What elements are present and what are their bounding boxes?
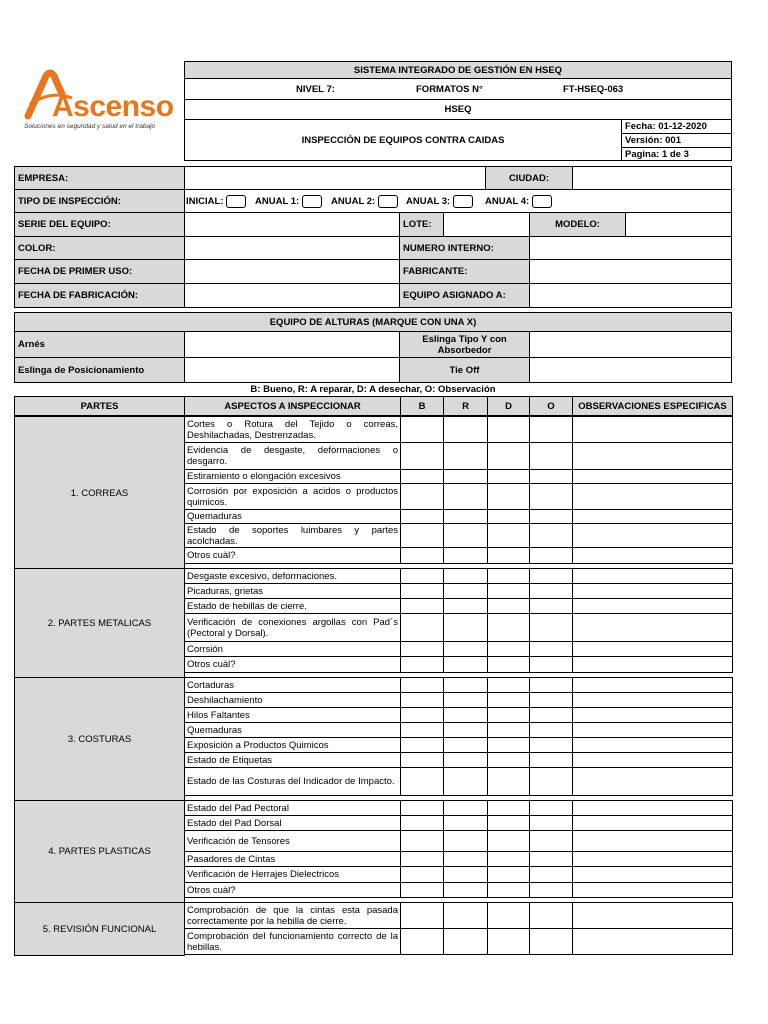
aspect-cell: Estado del Pad Dorsal [184,815,401,831]
tipo-label: TIPO DE INSPECCIÓN: [14,189,185,213]
mark-o-cell[interactable] [529,882,573,898]
mark-d-cell[interactable] [487,928,530,955]
fecha-uso-label: FECHA DE PRIMER USO: [14,259,185,284]
mark-d-cell[interactable] [487,752,530,768]
observation-cell[interactable] [572,656,733,673]
nivel-label: NIVEL 7: [296,84,335,95]
lote-field[interactable] [443,212,530,237]
serie-field[interactable] [184,212,400,237]
aspect-cell: Evidencia de desgaste, deformaciones o desgarro. [184,442,401,470]
mark-b-cell[interactable] [400,851,444,867]
aspect-cell: Quemaduras [184,722,401,738]
mark-d-cell[interactable] [487,598,530,614]
form-title: INSPECCIÓN DE EQUIPOS CONTRA CAIDAS [184,119,622,161]
aspect-cell: Estado de soportes luimbares y partes acolchadas. [184,523,401,548]
modelo-label: MODELO: [529,212,626,237]
aspect-cell: Comprobación de que la cintas esta pasada correctamente por la hebilla de cierre. [184,902,401,929]
mark-b-cell[interactable] [400,523,444,548]
mark-r-cell[interactable] [443,613,488,642]
aspect-cell: Desgaste excesivo, deformaciones. [184,568,401,584]
mark-o-cell[interactable] [529,692,573,708]
mark-d-cell[interactable] [487,523,530,548]
aspect-cell: Corrosión por exposición a acidos o productos quimicos. [184,483,401,510]
mark-o-cell[interactable] [529,442,573,470]
mark-o-cell[interactable] [529,767,573,796]
mark-b-cell[interactable] [400,800,444,816]
eslinga-y-label: Eslinga Tipo Y con Absorbedor [399,331,530,358]
alturas-title: EQUIPO DE ALTURAS (MARQUE CON UNA X) [14,312,732,332]
mark-d-cell[interactable] [487,815,530,831]
mark-o-cell[interactable] [529,752,573,768]
mark-b-cell[interactable] [400,737,444,753]
mark-b-cell[interactable] [400,692,444,708]
mark-b-cell[interactable] [400,598,444,614]
observation-cell[interactable] [572,928,733,955]
company-logo [22,68,182,138]
mark-o-cell[interactable] [529,613,573,642]
observation-cell[interactable] [572,722,733,738]
observation-cell[interactable] [572,483,733,510]
mark-d-cell[interactable] [487,830,530,852]
observaciones-header: OBSERVACIONES ESPECIFICAS [572,396,733,416]
mark-o-cell[interactable] [529,656,573,673]
system-title: SISTEMA INTEGRADO DE GESTIÓN EN HSEQ [184,61,732,79]
mark-r-cell[interactable] [443,568,488,584]
mark-o-cell[interactable] [529,523,573,548]
mark-b-cell[interactable] [400,641,444,657]
mark-d-cell[interactable] [487,547,530,564]
group-label: 3. COSTURAS [14,677,185,802]
group-label: 2. PARTES METALICAS [14,568,185,678]
mark-o-cell[interactable] [529,800,573,816]
group-label: 1. CORREAS [14,416,185,570]
modelo-field[interactable] [625,212,732,237]
observation-cell[interactable] [572,547,733,564]
mark-d-cell[interactable] [487,483,530,510]
fecha-fab-label: FECHA DE FABRICACIÓN: [14,283,185,308]
mark-d-cell[interactable] [487,416,530,443]
aspect-cell: Cortaduras [184,677,401,693]
mark-o-cell[interactable] [529,902,573,929]
mark-b-cell[interactable] [400,767,444,796]
mark-d-cell[interactable] [487,767,530,796]
anual4-checkbox[interactable] [532,195,552,208]
group-label: 5. REVISIÓN FUNCIONAL [14,902,185,956]
aspect-cell: Cortes o Rotura del Tejido o correas, Deshilachadas, Destrenzadas. [184,416,401,443]
mark-b-cell[interactable] [400,928,444,955]
anual3-checkbox[interactable] [453,195,473,208]
aspect-cell: Estiramiento o elongación excesivos [184,469,401,484]
mark-d-cell[interactable] [487,800,530,816]
arnes-field[interactable] [184,331,400,358]
color-label: COLOR: [14,236,185,260]
empresa-field[interactable] [184,166,486,190]
observation-cell[interactable] [572,866,733,883]
tie-off-label: Tie Off [399,357,530,383]
mark-d-cell[interactable] [487,509,530,524]
mark-b-cell[interactable] [400,583,444,599]
mark-r-cell[interactable] [443,882,488,898]
mark-o-cell[interactable] [529,641,573,657]
mark-r-cell[interactable] [443,509,488,524]
mark-r-cell[interactable] [443,483,488,510]
anual3-option[interactable] [406,195,473,208]
observation-cell[interactable] [572,902,733,929]
empresa-label: EMPRESA: [14,166,185,190]
mark-o-cell[interactable] [529,815,573,831]
aspect-cell: Estado de Etiquetas [184,752,401,768]
aspect-cell: Hilos Faltantes [184,707,401,723]
mark-o-cell[interactable] [529,851,573,867]
mark-r-cell[interactable] [443,800,488,816]
mark-b-cell[interactable] [400,469,444,484]
mark-d-cell[interactable] [487,677,530,693]
mark-d-cell[interactable] [487,692,530,708]
mark-o-cell[interactable] [529,866,573,883]
mark-b-cell[interactable] [400,547,444,564]
logo-tagline: Soluciones en seguridad y salud en el trabajo [24,123,156,130]
observation-cell[interactable] [572,737,733,753]
mark-o-cell[interactable] [529,469,573,484]
inicial-label: INICIAL: [186,196,224,208]
numero-interno-field[interactable] [529,236,732,260]
equipo-asignado-field[interactable] [529,283,732,308]
mark-r-cell[interactable] [443,866,488,883]
group-label: 4. PARTES PLASTICAS [14,800,185,903]
aspect-cell: Estado de las Costuras del Indicador de Impacto. [184,767,401,796]
anual1-checkbox[interactable] [302,195,322,208]
mark-r-cell[interactable] [443,523,488,548]
observation-cell[interactable] [572,830,733,852]
mark-r-cell[interactable] [443,851,488,867]
mark-b-cell[interactable] [400,483,444,510]
mark-b-cell[interactable] [400,707,444,723]
mark-d-cell[interactable] [487,641,530,657]
observation-cell[interactable] [572,752,733,768]
mark-b-cell[interactable] [400,568,444,584]
anual2-checkbox[interactable] [378,195,398,208]
mark-r-cell[interactable] [443,707,488,723]
mark-o-cell[interactable] [529,483,573,510]
mark-r-cell[interactable] [443,692,488,708]
mark-r-cell[interactable] [443,641,488,657]
d-header: D [487,396,530,416]
partes-header: PARTES [14,396,185,416]
aspectos-header: ASPECTOS A INSPECCIONAR [184,396,401,416]
mark-d-cell[interactable] [487,882,530,898]
equipo-asignado-label: EQUIPO ASIGNADO A: [399,283,530,308]
mark-b-cell[interactable] [400,882,444,898]
mark-o-cell[interactable] [529,509,573,524]
mark-b-cell[interactable] [400,752,444,768]
observation-cell[interactable] [572,598,733,614]
version-label: Versión: 001 [621,133,732,148]
formatos-label: FORMATOS N° [416,84,483,95]
mark-b-cell[interactable] [400,830,444,852]
eslinga-pos-label: Eslinga de Posicionamiento [14,357,185,383]
observation-cell[interactable] [572,509,733,524]
mark-o-cell[interactable] [529,568,573,584]
aspect-cell: Estado del Pad Pectoral [184,800,401,816]
mark-d-cell[interactable] [487,583,530,599]
observation-cell[interactable] [572,815,733,831]
mark-b-cell[interactable] [400,677,444,693]
mark-b-cell[interactable] [400,722,444,738]
mark-o-cell[interactable] [529,928,573,955]
mark-r-cell[interactable] [443,722,488,738]
mark-r-cell[interactable] [443,469,488,484]
mark-r-cell[interactable] [443,598,488,614]
aspect-cell: Comprobación del funcionamiento correcto de la hebillas. [184,928,401,955]
mark-o-cell[interactable] [529,677,573,693]
mark-b-cell[interactable] [400,815,444,831]
observation-cell[interactable] [572,767,733,796]
observation-cell[interactable] [572,469,733,484]
aspect-cell: Picaduras, grietas [184,583,401,599]
mark-d-cell[interactable] [487,737,530,753]
observation-cell[interactable] [572,641,733,657]
numero-interno-label: NUMERO INTERNO: [399,236,530,260]
eslinga-pos-field[interactable] [184,357,400,383]
mark-r-cell[interactable] [443,767,488,796]
mark-r-cell[interactable] [443,656,488,673]
r-header: R [443,396,488,416]
aspect-cell: Estado de hebillas de cierre. [184,598,401,614]
mark-r-cell[interactable] [443,902,488,929]
legend-text: B: Bueno, R: A reparar, D: A desechar, O: Observación [250,384,496,395]
anual4-option[interactable] [485,195,552,208]
mark-o-cell[interactable] [529,598,573,614]
fecha-fab-field[interactable] [184,283,400,308]
observation-cell[interactable] [572,707,733,723]
mark-b-cell[interactable] [400,442,444,470]
mark-d-cell[interactable] [487,707,530,723]
lote-label: LOTE: [399,212,444,237]
mark-b-cell[interactable] [400,866,444,883]
observation-cell[interactable] [572,882,733,898]
mark-r-cell[interactable] [443,815,488,831]
inicial-checkbox[interactable] [226,195,246,208]
mark-r-cell[interactable] [443,737,488,753]
eslinga-y-field[interactable] [529,331,732,358]
mark-r-cell[interactable] [443,928,488,955]
aspect-cell: Exposición a Productos Quimicos [184,737,401,753]
mark-b-cell[interactable] [400,613,444,642]
aspect-cell: Otros cuàl? [184,882,401,898]
anual2-option[interactable] [331,195,398,208]
pagina-label: Pagina: 1 de 3 [621,147,732,161]
ciudad-label: CIUDAD: [485,166,573,190]
mark-b-cell[interactable] [400,656,444,673]
observation-cell[interactable] [572,523,733,548]
mark-o-cell[interactable] [529,547,573,564]
mark-d-cell[interactable] [487,469,530,484]
mark-r-cell[interactable] [443,547,488,564]
arnes-label: Arnés [14,331,185,358]
mark-b-cell[interactable] [400,416,444,443]
mark-r-cell[interactable] [443,416,488,443]
mark-o-cell[interactable] [529,737,573,753]
format-code: FT-HSEQ-063 [563,84,624,95]
aspect-cell: Quemaduras [184,509,401,524]
color-field[interactable] [184,236,400,260]
mark-b-cell[interactable] [400,509,444,524]
aspect-cell: Corrsión [184,641,401,657]
inicial-option[interactable] [186,195,246,208]
fabricante-field[interactable] [529,259,732,284]
mark-o-cell[interactable] [529,722,573,738]
mark-o-cell[interactable] [529,830,573,852]
aspect-cell: Verificación de conexiones argollas con Pad´s (Pectoral y Dorsal). [184,613,401,642]
anual1-option[interactable] [255,195,322,208]
mark-d-cell[interactable] [487,851,530,867]
observation-cell[interactable] [572,568,733,584]
o-header: O [529,396,573,416]
observation-cell[interactable] [572,442,733,470]
mark-d-cell[interactable] [487,613,530,642]
aspect-cell: Verificación de Tensores [184,830,401,852]
mark-d-cell[interactable] [487,866,530,883]
anual4-label: ANUAL 4: [485,196,530,208]
mark-d-cell[interactable] [487,442,530,470]
mark-r-cell[interactable] [443,752,488,768]
aspect-cell: Pasadores de Cintas [184,851,401,867]
observation-cell[interactable] [572,613,733,642]
fecha-label: Fecha: 01-12-2020 [621,119,732,134]
observation-cell[interactable] [572,583,733,599]
mark-d-cell[interactable] [487,902,530,929]
aspect-cell: Verificación de Herrajes Dielectricos [184,866,401,883]
aspect-cell: Otros cuàl? [184,547,401,564]
fabricante-label: FABRICANTE: [399,259,530,284]
mark-o-cell[interactable] [529,583,573,599]
mark-o-cell[interactable] [529,416,573,443]
mark-r-cell[interactable] [443,583,488,599]
aspect-cell: Otros cuàl? [184,656,401,673]
tie-off-field[interactable] [529,357,732,383]
observation-cell[interactable] [572,851,733,867]
anual1-label: ANUAL 1: [255,196,300,208]
mark-d-cell[interactable] [487,656,530,673]
mark-d-cell[interactable] [487,722,530,738]
observation-cell[interactable] [572,800,733,816]
observation-cell[interactable] [572,416,733,443]
mark-b-cell[interactable] [400,902,444,929]
ciudad-field[interactable] [572,166,732,190]
aspect-cell: Deshilachamiento [184,692,401,708]
logo-text: Ascenso [52,90,174,123]
mark-d-cell[interactable] [487,568,530,584]
anual2-label: ANUAL 2: [331,196,376,208]
fecha-uso-field[interactable] [184,259,400,284]
observation-cell[interactable] [572,692,733,708]
area-label: HSEQ [184,99,732,120]
serie-label: SERIE DEL EQUIPO: [14,212,185,237]
mark-o-cell[interactable] [529,707,573,723]
mark-r-cell[interactable] [443,442,488,470]
mark-r-cell[interactable] [443,830,488,852]
anual3-label: ANUAL 3: [406,196,451,208]
observation-cell[interactable] [572,677,733,693]
b-header: B [400,396,444,416]
mark-r-cell[interactable] [443,677,488,693]
